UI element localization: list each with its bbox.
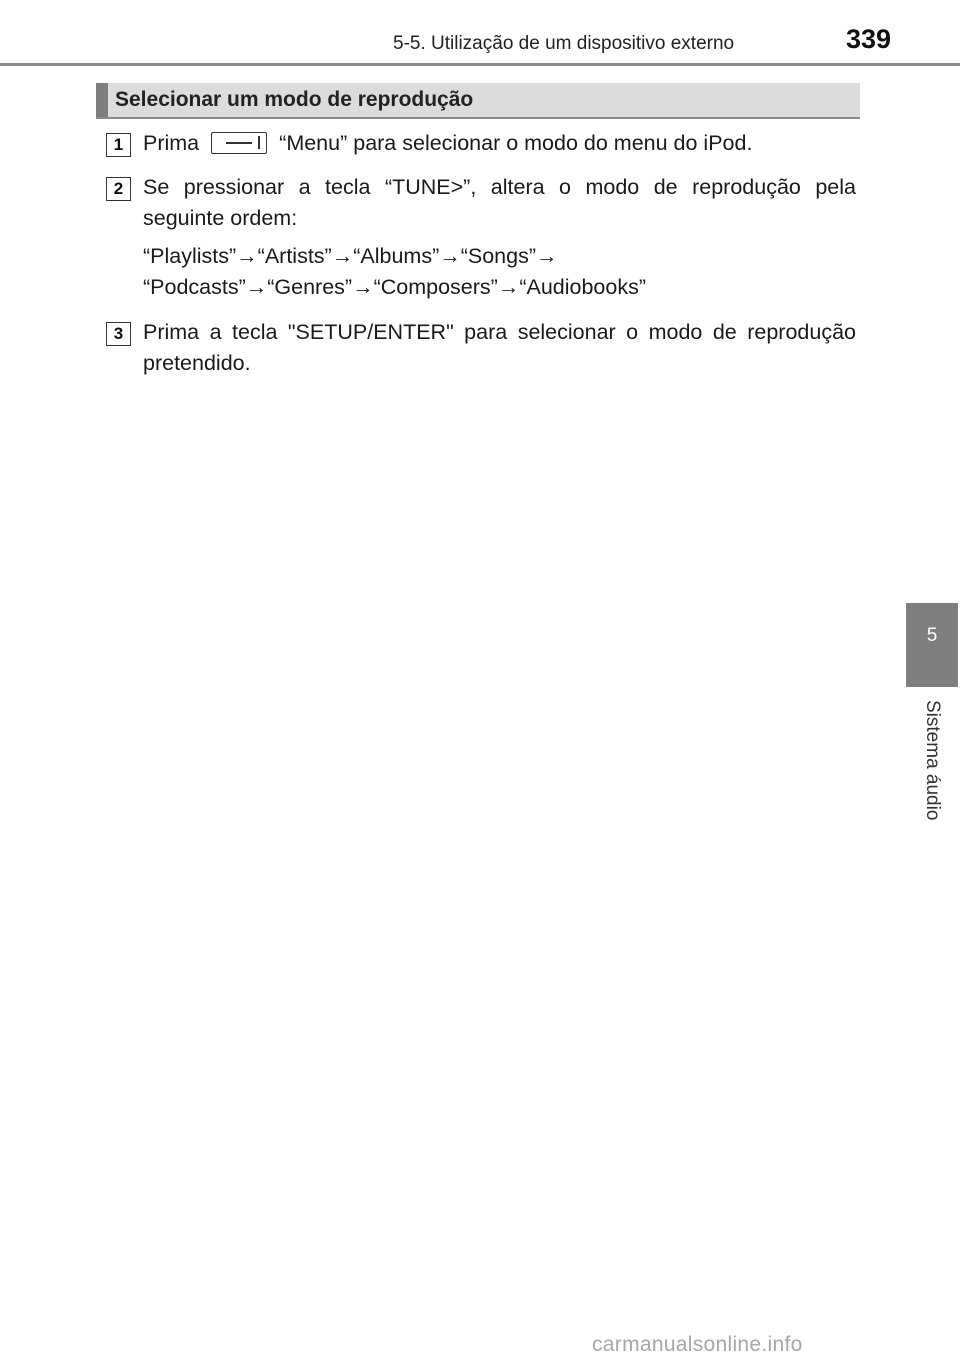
- watermark: carmanualsonline.info: [592, 1333, 803, 1356]
- step-3-text: Prima a tecla "SETUP/ENTER" para selecionar o modo de reprodução pretendido.: [143, 320, 856, 375]
- section-heading-accent: [96, 83, 108, 117]
- step-badge-2: 2: [106, 177, 131, 201]
- step-1-text: [143, 128, 856, 159]
- step-2-sequence-line-2: “Podcasts”→“Genres”→“Composers”→“Audiobooks”: [143, 275, 647, 299]
- step-1-text-after: “Menu” para selecionar o modo do menu do iPod.: [279, 131, 753, 155]
- step-badge-1: 1: [106, 133, 131, 157]
- chapter-number: 5: [926, 625, 938, 646]
- section-heading-title: Selecionar um modo de reprodução: [115, 88, 474, 111]
- step-badge-3: 3: [106, 322, 131, 346]
- step-2-sequence-line-1: “Playlists”→“Artists”→“Albums”→“Songs”→: [143, 244, 558, 268]
- step-2-text: Se pressionar a tecla “TUNE>”, altera o modo de reprodução pela seguinte ordem:: [143, 175, 856, 230]
- menu-button-icon: [211, 132, 267, 154]
- chapter-label: Sistema áudio: [922, 700, 943, 821]
- chapter-side-tab: [906, 603, 958, 687]
- page-number: 339: [846, 24, 892, 54]
- header-divider: [0, 63, 960, 66]
- header-section-title: 5-5. Utilização de um dispositivo externo: [393, 33, 735, 54]
- step-1-text-before: Prima: [143, 131, 200, 155]
- section-heading-bar: [96, 83, 860, 119]
